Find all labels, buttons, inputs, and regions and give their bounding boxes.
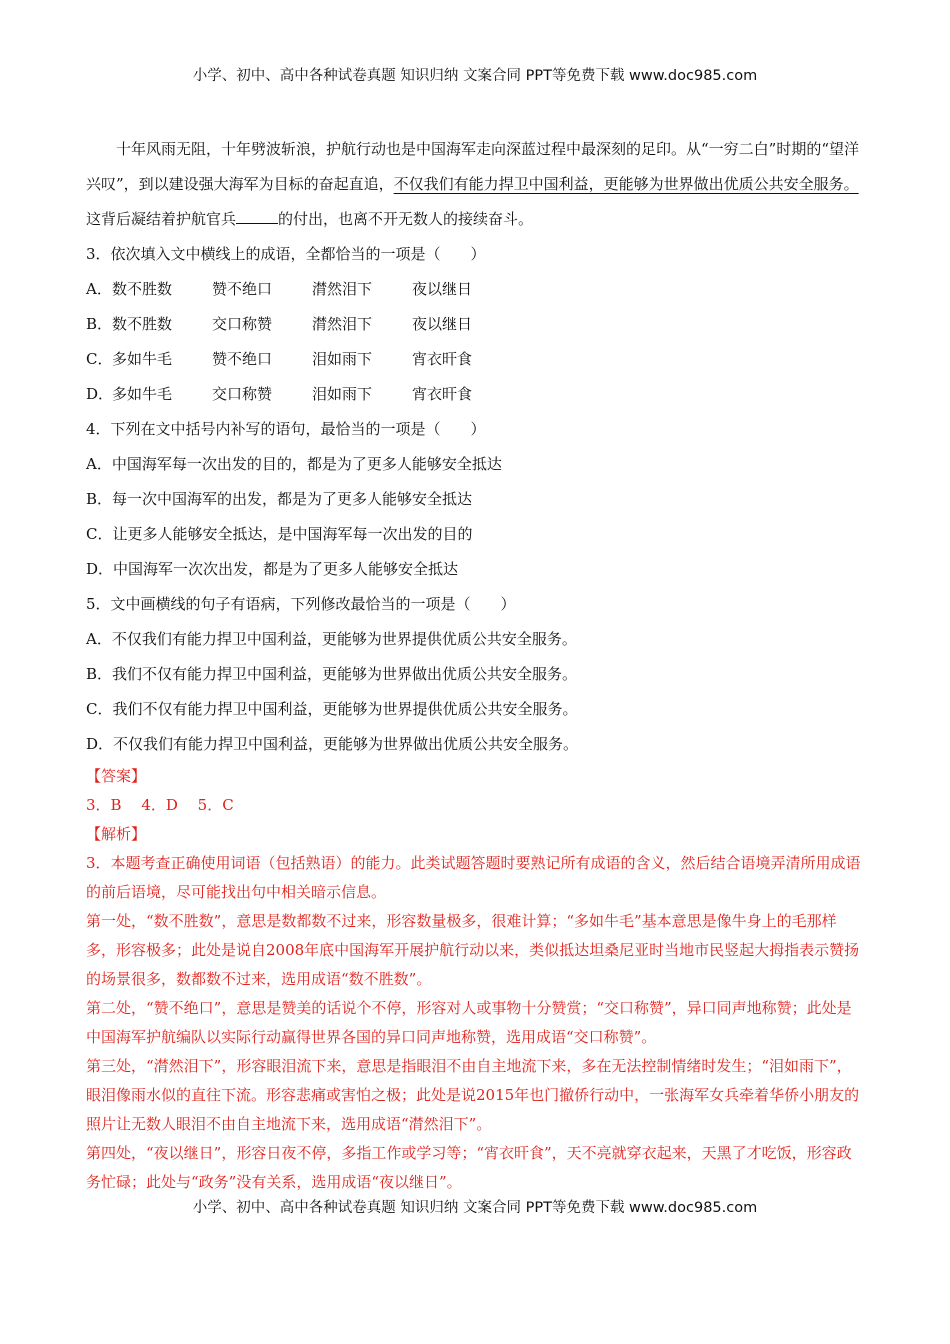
answer-key: 3．B 4．D 5．C xyxy=(86,796,234,814)
underlined-sentence: 不仅我们有能力捍卫中国利益，更能够为世界做出优质公共安全服务。 xyxy=(393,175,859,193)
analysis-paragraph: 3．本题考查正确使用词语（包括熟语）的能力。此类试题答题时要熟记所有成语的含义，然后结合语境弄清所用成语的前后语境，尽可能找出句中相关暗示信息。 xyxy=(86,854,861,901)
passage xyxy=(86,132,864,237)
answer-label: 【答案】 xyxy=(86,767,147,785)
q4-option-d: D．中国海军一次次出发，都是为了更多人能够安全抵达 xyxy=(86,560,459,578)
q3-option-c: C．多如牛毛 赞不绝口 泪如雨下 宵衣旰食 xyxy=(86,350,473,368)
page-header: 小学、初中、高中各种试卷真题 知识归纳 文案合同 PPT等免费下载 www.doc985.com xyxy=(192,68,758,84)
q5-option-b: B．我们不仅有能力捍卫中国利益，更能够为世界做出优质公共安全服务。 xyxy=(86,665,578,683)
analysis-paragraph: 第一处，“数不胜数”，意思是数都数不过来，形容数量极多，很难计算；“多如牛毛”基本意思是像牛身上的毛那样多，形容极多；此处是说自2008年底中国海军开展护航行动以来，类似抵达坦桑尼亚时当地市民竖起大拇指表示赞扬的场景很多，数都数不过来，选用成语“数不胜数”。 xyxy=(86,912,860,988)
q5-option-d: D．不仅我们有能力捍卫中国利益，更能够为世界做出优质公共安全服务。 xyxy=(86,735,579,753)
q3-option-d: D．多如牛毛 交口称赞 泪如雨下 宵衣旰食 xyxy=(86,385,473,403)
q4-stem: 4．下列在文中括号内补写的语句，最恰当的一项是（ ） xyxy=(86,420,486,438)
q3-option-b: B．数不胜数 交口称赞 潸然泪下 夜以继日 xyxy=(86,315,473,333)
q3-option-a: A．数不胜数 赞不绝口 潸然泪下 夜以继日 xyxy=(86,280,473,298)
document-body xyxy=(86,132,864,1197)
page-footer: 小学、初中、高中各种试卷真题 知识归纳 文案合同 PPT等免费下载 www.doc985.com xyxy=(192,1200,758,1216)
q5-stem: 5．文中画横线的句子有语病，下列修改最恰当的一项是（ ） xyxy=(86,595,516,613)
passage-text: 十年风雨无阻，十年劈波斩浪，护航行动也是中国海军走向深蓝过程中最深刻的足印。从“一穷二白”时期的“望洋兴叹”，到以建设强大海军为目标的奋起直追， xyxy=(86,140,860,193)
analysis-paragraph: 第三处，“潸然泪下”，形容眼泪流下来，意思是指眼泪不由自主地流下来，多在无法控制情绪时发生；“泪如雨下”，眼泪像雨水似的直往下流。形容悲痛或害怕之极；此处是说2015年也门撤侨行动中，一张海军女兵牵着华侨小朋友的照片让无数人眼泪不由自主地流下来，选用成语“潸然泪下”。 xyxy=(86,1057,860,1133)
passage-text: 这背后凝结着护航官兵 xyxy=(86,210,237,228)
analysis-label: 【解析】 xyxy=(86,825,147,843)
q4-option-b: B．每一次中国海军的出发，都是为了更多人能够安全抵达 xyxy=(86,490,473,508)
q4-option-c: C．让更多人能够安全抵达，是中国海军每一次出发的目的 xyxy=(86,525,473,543)
q4-option-a: A．中国海军每一次出发的目的，都是为了更多人能够安全抵达 xyxy=(86,455,502,473)
fill-blank xyxy=(236,209,278,224)
passage-text: 的付出，也离不开无数人的接续奋斗。 xyxy=(278,210,534,228)
q3-stem: 3．依次填入文中横线上的成语，全都恰当的一项是（ ） xyxy=(86,245,486,263)
q5-option-c: C．我们不仅有能力捍卫中国利益，更能够为世界提供优质公共安全服务。 xyxy=(86,700,578,718)
analysis-paragraph: 第二处，“赞不绝口”，意思是赞美的话说个不停，形容对人或事物十分赞赏；“交口称赞”，异口同声地称赞；此处是中国海军护航编队以实际行动赢得世界各国的异口同声地称赞，选用成语“交口称赞”。 xyxy=(86,999,852,1046)
q5-option-a: A．不仅我们有能力捍卫中国利益，更能够为世界提供优质公共安全服务。 xyxy=(86,630,577,648)
analysis-paragraph: 第四处，“夜以继日”，形容日夜不停，多指工作或学习等；“宵衣旰食”，天不亮就穿衣起来，天黑了才吃饭，形容政务忙碌；此处与“政务”没有关系，选用成语“夜以继日”。 xyxy=(86,1144,852,1191)
